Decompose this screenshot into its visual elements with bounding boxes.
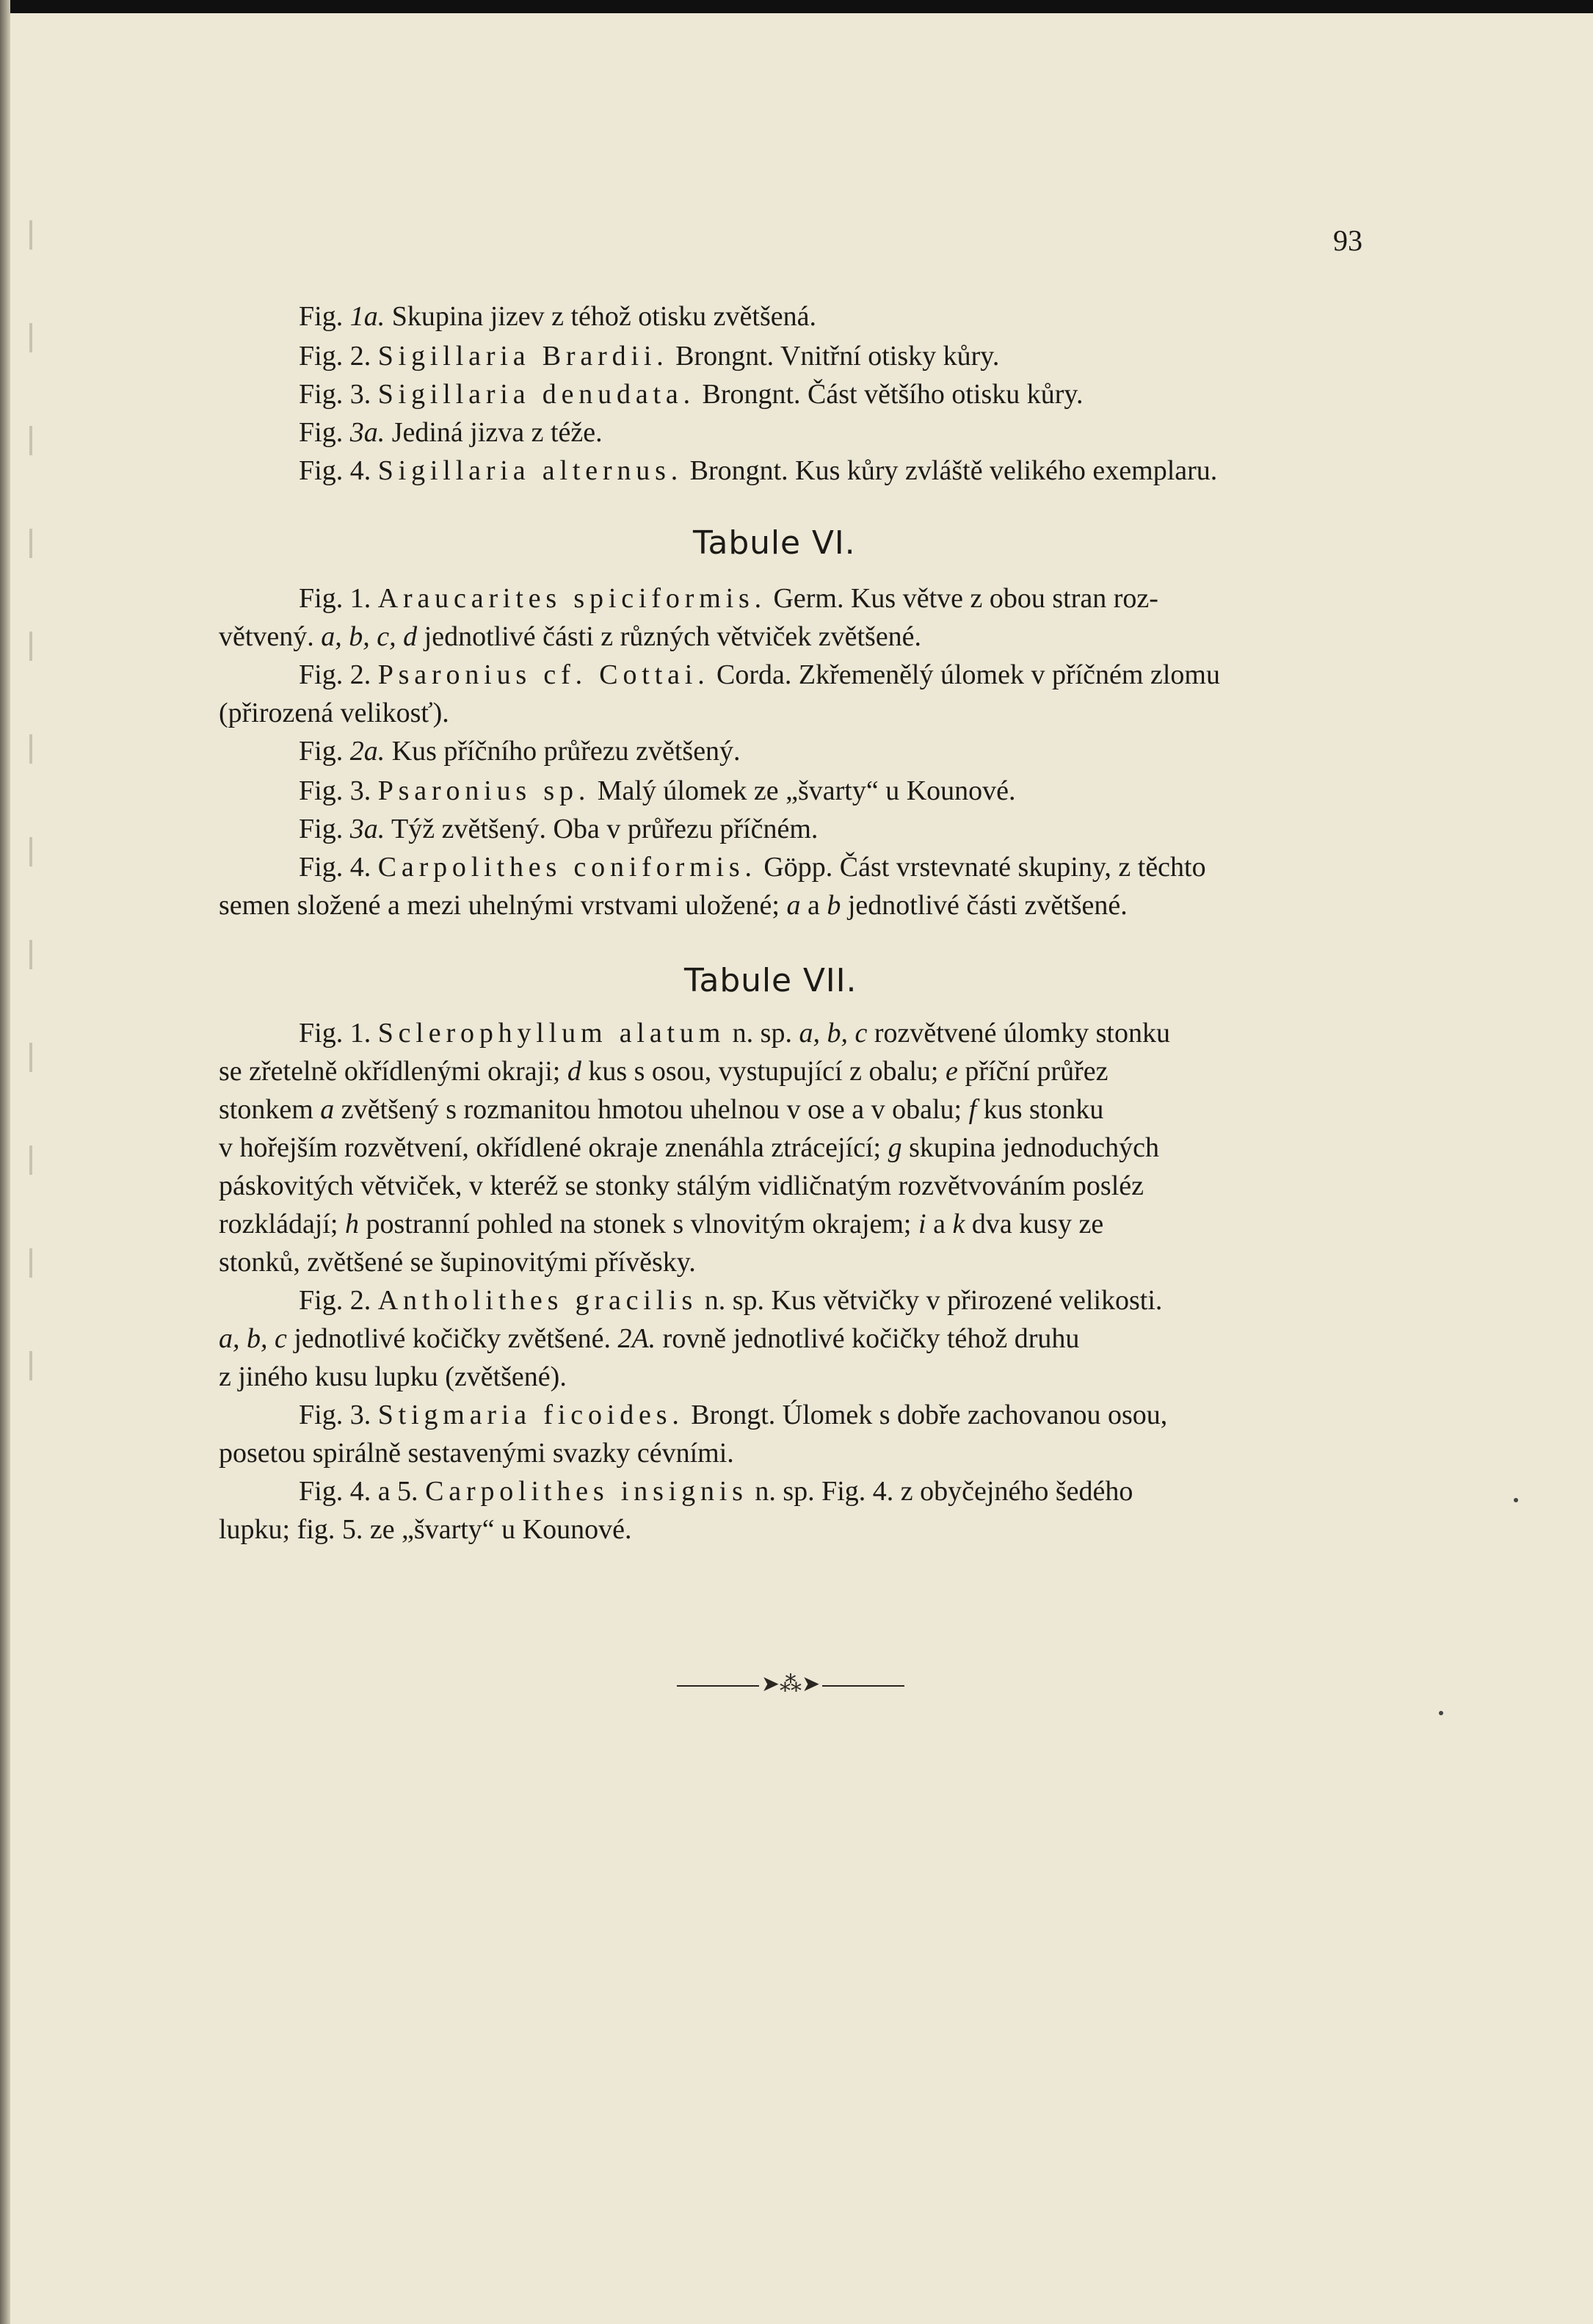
caption-line: Fig. 2. Antholithes gracilis n. sp. Kus větvičky v přirozené velikosti. <box>299 1285 1163 1316</box>
caption-line: Fig. 2. Sigillaria Brardii. Brongnt. Vnitřní otisky kůry. <box>299 341 1000 372</box>
caption-line: Fig. 1. Sclerophyllum alatum n. sp. a, b, c rozvětvené úlomky stonku <box>299 1018 1170 1049</box>
caption-line: z jiného kusu lupku (zvětšené). <box>219 1361 567 1392</box>
scan-left-edge <box>0 0 10 2324</box>
caption-line: a, b, c jednotlivé kočičky zvětšené. 2A. rovně jednotlivé kočičky téhož druhu <box>219 1323 1080 1354</box>
binding-marks <box>29 220 32 1395</box>
section-heading: Tabule VI. <box>693 524 856 562</box>
page-number: 93 <box>1333 224 1362 257</box>
caption-line: Fig. 1. Araucarites spiciformis. Germ. Kus větve z obou stran roz- <box>299 583 1158 614</box>
ornamental-divider: ➤⁂➤ <box>677 1677 904 1695</box>
caption-line: (přirozená velikosť). <box>219 698 449 728</box>
caption-line: Fig. 3. Psaronius sp. Malý úlomek ze „švarty“ u Kounové. <box>299 775 1016 806</box>
caption-line: stonkem a zvětšený s rozmanitou hmotou uhelnou v ose a v obalu; f kus stonku <box>219 1094 1104 1125</box>
caption-line: Fig. 2a. Kus příčního průřezu zvětšený. <box>299 736 741 767</box>
section-heading: Tabule VII. <box>684 962 857 999</box>
caption-line: Fig. 1a. Skupina jizev z téhož otisku zvětšená. <box>299 301 816 332</box>
caption-line: stonků, zvětšené se šupinovitými přívěsky. <box>219 1247 696 1278</box>
scan-speck <box>1514 1498 1518 1502</box>
caption-line: Fig. 3a. Týž zvětšený. Oba v průřezu příčném. <box>299 814 819 844</box>
caption-line: Fig. 4. a 5. Carpolithes insignis n. sp. Fig. 4. z obyčejného šedého <box>299 1476 1133 1507</box>
caption-line: Fig. 4. Sigillaria alternus. Brongnt. Kus kůry zvláště velikého exemplaru. <box>299 455 1218 486</box>
caption-line: větvený. a, b, c, d jednotlivé části z různých větviček zvětšené. <box>219 621 922 652</box>
caption-line: Fig. 3a. Jediná jizva z téže. <box>299 417 603 448</box>
caption-line: rozkládají; h postranní pohled na stonek s vlnovitým okrajem; i a k dva kusy ze <box>219 1209 1104 1239</box>
caption-line: se zřetelně okřídlenými okraji; d kus s osou, vystupující z obalu; e příční průřez <box>219 1056 1108 1087</box>
caption-line: posetou spirálně sestavenými svazky cévními. <box>219 1438 734 1469</box>
caption-line: Fig. 4. Carpolithes coniformis. Göpp. Část vrstevnaté skupiny, z těchto <box>299 852 1206 883</box>
scan-top-border <box>0 0 1593 13</box>
caption-line: Fig. 3. Sigillaria denudata. Brongnt. Část většího otisku kůry. <box>299 379 1084 410</box>
caption-line: Fig. 2. Psaronius cf. Cottai. Corda. Zkřemenělý úlomek v příčném zlomu <box>299 659 1220 690</box>
caption-line: v hořejším rozvětvení, okřídlené okraje znenáhla ztrácející; g skupina jednoduchých <box>219 1132 1159 1163</box>
scan-speck <box>1439 1711 1443 1715</box>
caption-line: semen složené a mezi uhelnými vrstvami uložené; a a b jednotlivé části zvětšené. <box>219 890 1128 921</box>
caption-line: lupku; fig. 5. ze „švarty“ u Kounové. <box>219 1514 632 1545</box>
caption-line: Fig. 3. Stigmaria ficoides. Brongt. Úlomek s dobře zachovanou osou, <box>299 1400 1168 1430</box>
caption-line: páskovitých větviček, v kteréž se stonky stálým vidličnatým rozvětvováním posléz <box>219 1170 1144 1201</box>
